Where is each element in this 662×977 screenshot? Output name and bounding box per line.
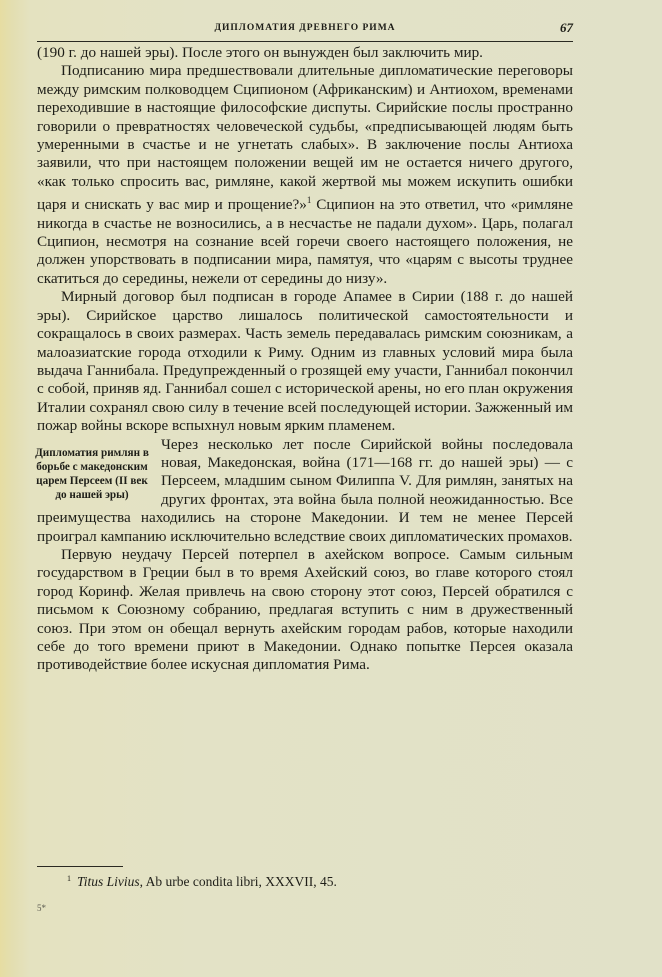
paragraph: (190 г. до нашей эры). После этого он вынужден был заключить мир. <box>37 44 483 61</box>
margin-sidenote: Дипломатия римлян в борьбе с македонским царем Персеем (II век до нашей эры) <box>35 446 149 501</box>
footnote-ref: 1 <box>306 195 312 206</box>
running-title: ДИПЛОМАТИЯ ДРЕВНЕГО РИМА <box>214 23 396 33</box>
running-head <box>37 20 573 36</box>
footnote-text: , Ab urbe condita libri, XXXVII, 45. <box>139 874 337 889</box>
header-rule <box>37 41 573 42</box>
paragraph: Через несколько лет после Сирийской войны последовала новая, Македонская, война (171—168 гг. до нашей эры) — с Персеем, младшим сыном Филиппа V. Для римлян, занятых на других фронтах, эта война была полной неожиданностью. Все преимущества находились на стороне Македонии. И тем не менее Персей проиграл кампанию исключительно вследствие своих дипломатических промахов. <box>37 435 573 545</box>
signature-mark: 5* <box>37 903 46 913</box>
footnote-rule <box>37 866 123 867</box>
footnote <box>67 874 337 890</box>
paragraph: Первую неудачу Персей потерпел в ахейском вопросе. Самым сильным государством в Греции был в то время Ахейский союз, во главе которого стоял город Коринф. Желая привлечь на свою сторону этот союз, Персей обратился с письмом к Союзному собранию, предлагая вступить с ним в дружественный союз. При этом он обещал вернуть ахейским городам рабов, которые находили себе до того времени приют в Македонии. Однако попытке Персея оказала противодействие более искусная дипломатия Рима. <box>37 545 573 674</box>
paragraph: Мирный договор был подписан в городе Апамее в Сирии (188 г. до нашей эры). Сирийское царство лишалось политической самостоятельности и сокращалось в своих размерах. Часть земель передавалась римским союзникам, а малоазиатские города отходили к Риму. Одним из главных условий мира была выдача Ганнибала. Предупрежденный о грозящей ему участи, Ганнибал покончил с собой, приняв яд. Ганнибал сошел с исторической арены, но его план окружения Италии сохранял свою силу в течение всей последующей истории. Зажженный им пожар войны вскоре вспыхнул новым ярким пламенем. <box>37 288 573 435</box>
paragraph-text: Подписанию мира предшествовали длительные дипломатические переговоры между римским полководцем Сципионом (Африканским) и Антиохом, временами переходившие в настоящие философские диспуты. Сирийские послы пространно говорили о превратностях человеческой судьбы, «предписывающей людям быть умеренными в счастье и не угнетать слабых». В заключение послы Антиоха заявили, что при настоящем положении вещей им не остается ничего другого, «как только спросить вас, римляне, какой жертвой мы можем искупить ошибки царя и снискать у вас мир и прощение?» <box>37 62 573 214</box>
body-text <box>37 44 573 675</box>
paragraph-text: Сципион на это ответил, что «римляне никогда в счастье не возносились, а в несчастье не падали духом». Царь, полагал Сципион, несмотря на сознание всей горечи своего настоящего положения, не должен упорствовать в подписании мира, памятуя, что «царям с высоты труднее скатиться до середины, нежели от середины до низу». <box>37 196 573 287</box>
footnote-author: Titus Livius <box>77 874 140 889</box>
paragraph <box>37 62 573 288</box>
sidenote-block <box>37 436 573 546</box>
page-number: 67 <box>560 20 573 35</box>
footnote-number: 1 <box>67 874 71 883</box>
